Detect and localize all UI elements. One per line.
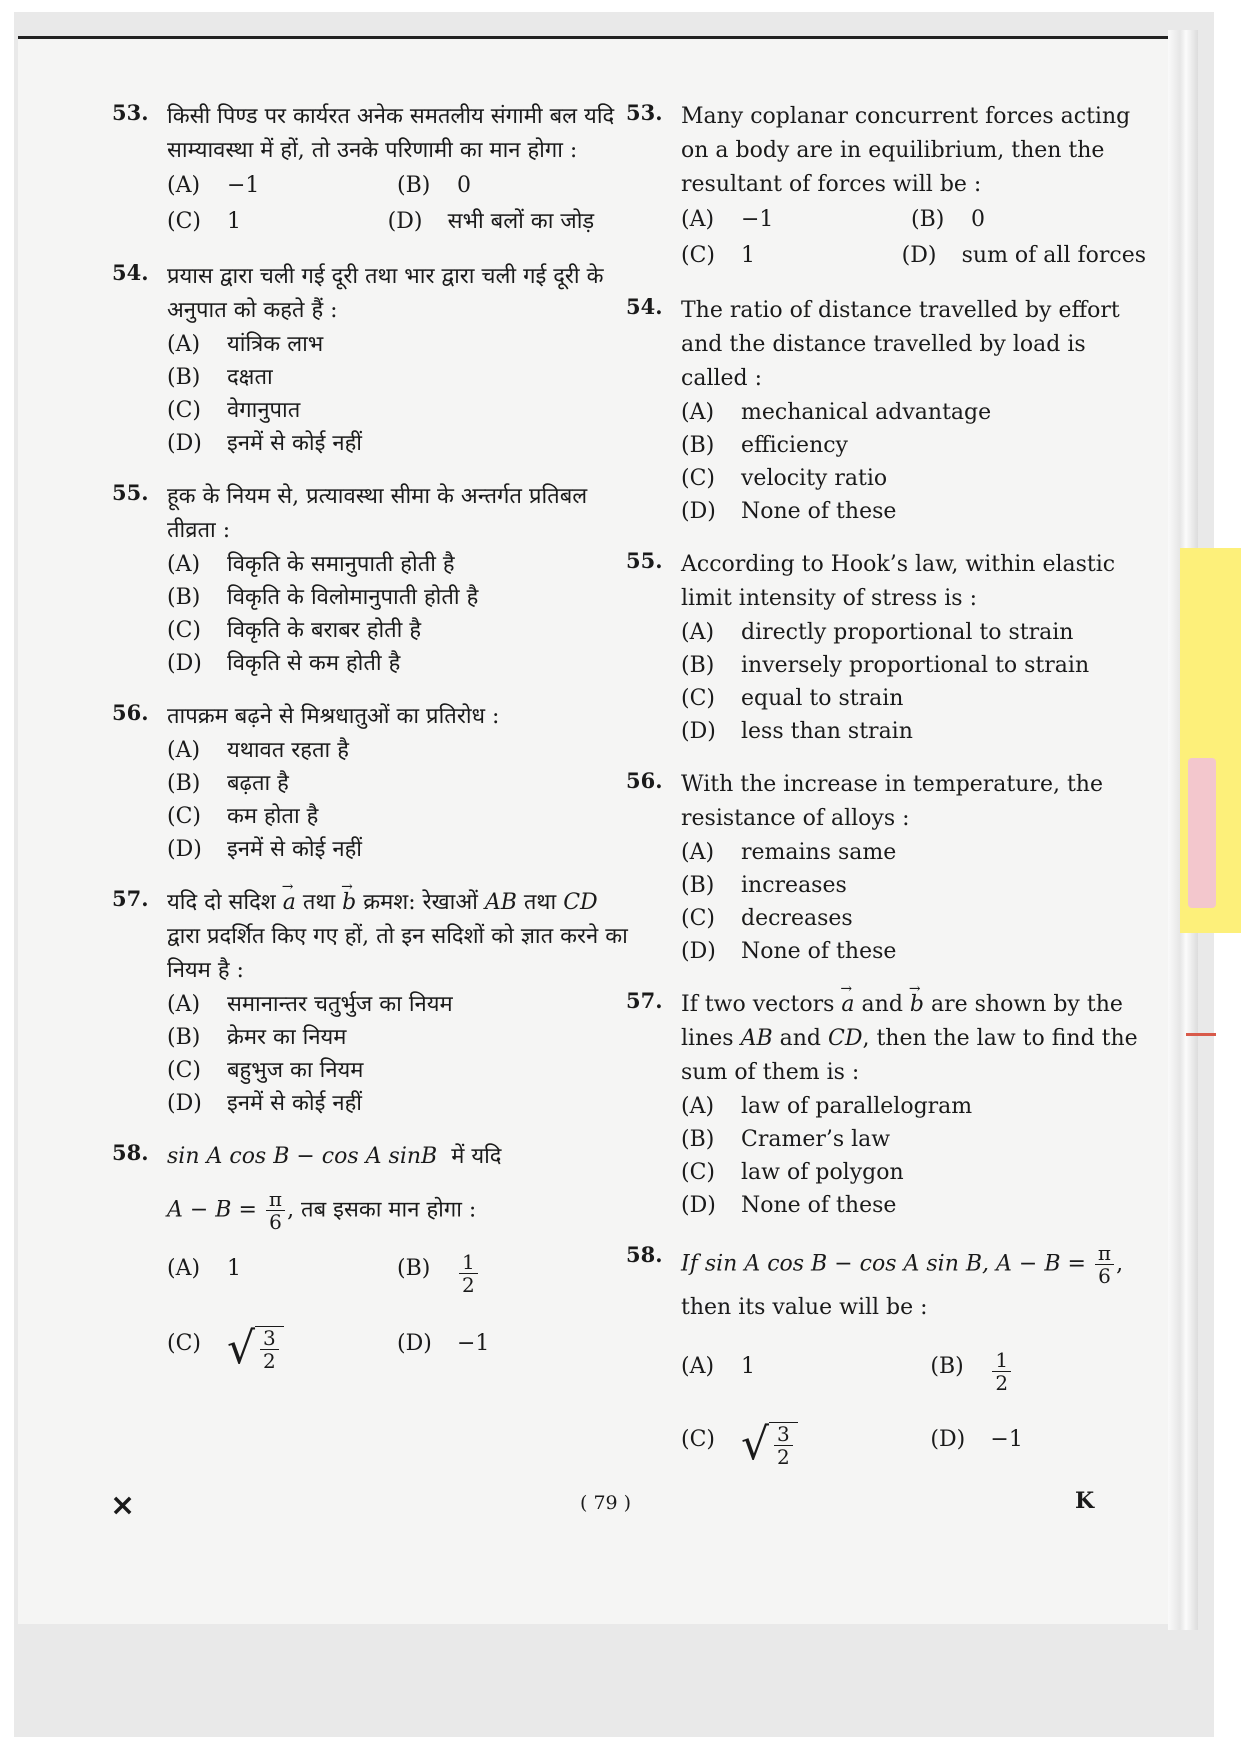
radicand — [769, 1422, 798, 1468]
question-stem: किसी पिण्ड पर कार्यरत अनेक समतलीय संगामी बल यदि साम्यावस्था में हों, तो उनके परिणामी का मान होगा : — [167, 104, 615, 163]
question-number: 56. — [112, 700, 149, 725]
option-label: (C) — [681, 1427, 715, 1452]
option-text: यथावत रहता है — [227, 738, 349, 763]
option-label: (C) — [681, 686, 715, 711]
option-a — [167, 548, 637, 581]
line-cd: CD — [828, 1026, 863, 1051]
denominator: 2 — [263, 1349, 276, 1373]
option-label: (A) — [681, 207, 715, 232]
formula: A − B = — [996, 1251, 1086, 1277]
english-question-56 — [626, 768, 1151, 968]
question-stem: प्रयास द्वारा चली गई दूरी तथा भार द्वारा चली गई दूरी के अनुपात को कहते हैं : — [167, 264, 604, 323]
option-c — [681, 238, 902, 274]
question-stem — [167, 886, 637, 988]
option-c — [167, 204, 388, 240]
pink-sticky-tab — [1188, 758, 1216, 908]
option-label: (C) — [167, 209, 201, 234]
option-label: (C) — [167, 398, 201, 423]
option-text: विकृति के विलोमानुपाती होती है — [227, 585, 479, 610]
option-c — [167, 394, 637, 427]
option-text: विकृति से कम होती है — [227, 651, 401, 676]
option-label: (B) — [167, 1025, 201, 1050]
option-d — [167, 427, 637, 460]
option-c — [167, 1054, 637, 1087]
stem-text: then its value will be : — [681, 1295, 928, 1320]
option-b — [167, 581, 637, 614]
option-label: (C) — [167, 1331, 201, 1356]
question-stem: With the increase in temperature, the resistance of alloys : — [681, 772, 1103, 831]
formula: A − B = — [167, 1197, 257, 1223]
option-label: (A) — [167, 992, 201, 1017]
english-question-58 — [626, 1242, 1151, 1468]
question-number: 58. — [112, 1140, 149, 1165]
booklet-code: K — [1075, 1488, 1095, 1514]
option-text: law of polygon — [741, 1160, 904, 1185]
option-label: (A) — [681, 840, 715, 865]
numerator: 1 — [992, 1349, 1011, 1372]
option-text: law of parallelogram — [741, 1094, 973, 1119]
option-c — [681, 902, 1151, 935]
option-d — [167, 833, 637, 866]
option-label: (B) — [681, 653, 715, 678]
option-label: (D) — [681, 499, 716, 524]
option-a — [167, 988, 637, 1021]
option-b — [167, 1021, 637, 1054]
option-label: (C) — [167, 1058, 201, 1083]
radicand — [255, 1326, 284, 1372]
page-number: ( 79 ) — [580, 1492, 632, 1514]
question-stem: तापक्रम बढ़ने से मिश्रधातुओं का प्रतिरोध : — [167, 704, 500, 729]
option-d — [167, 647, 637, 680]
option-a — [681, 616, 1151, 649]
option-label: (A) — [167, 738, 201, 763]
cross-mark: × — [110, 1488, 136, 1523]
sqrt-3-over-2 — [741, 1419, 798, 1470]
option-row — [681, 238, 1151, 274]
formula: If sin A cos B − cos A sin B, — [681, 1251, 990, 1277]
denominator: 2 — [462, 1273, 475, 1297]
option-a — [681, 202, 911, 238]
fraction-pi-over-6 — [266, 1188, 285, 1233]
option-text: mechanical advantage — [741, 400, 992, 425]
option-text: directly proportional to strain — [741, 620, 1074, 645]
option-text: सभी बलों का जोड़ — [447, 209, 595, 234]
line-ab: AB — [484, 890, 517, 915]
line-ab: AB — [740, 1026, 773, 1051]
option-b — [681, 1123, 1151, 1156]
option-text: दक्षता — [227, 365, 273, 390]
option-text: विकृति के समानुपाती होती है — [227, 552, 455, 577]
question-stem — [681, 988, 1151, 1090]
option-text: velocity ratio — [741, 466, 888, 491]
option-b — [397, 168, 627, 204]
option-text: −1 — [990, 1427, 1023, 1452]
option-text: 1 — [741, 243, 755, 268]
option-b — [911, 202, 1141, 238]
option-text: None of these — [741, 939, 897, 964]
option-label: (B) — [681, 1127, 715, 1152]
denominator: 2 — [777, 1445, 790, 1469]
option-text: कम होता है — [227, 804, 319, 829]
option-a — [167, 734, 637, 767]
option-text: इनमें से कोई नहीं — [227, 837, 363, 862]
option-b — [167, 361, 637, 394]
numerator: 3 — [774, 1423, 793, 1446]
stem-text: If two vectors — [681, 992, 835, 1017]
option-label: (D) — [397, 1331, 432, 1356]
option-c — [167, 614, 637, 647]
option-text: 1 — [741, 1354, 755, 1379]
fraction-1-over-2 — [459, 1251, 478, 1296]
option-row — [681, 202, 1151, 238]
hindi-question-54 — [112, 260, 637, 460]
fraction-3-over-2 — [260, 1327, 279, 1372]
option-d — [167, 1087, 637, 1120]
option-d — [681, 495, 1151, 528]
option-d — [930, 1422, 1151, 1468]
option-c — [681, 682, 1151, 715]
option-label: (A) — [167, 552, 201, 577]
stem-text: तथा — [523, 890, 557, 915]
denominator: 6 — [1098, 1264, 1111, 1288]
option-b — [397, 1251, 627, 1296]
option-label: (D) — [901, 243, 937, 268]
option-label: (B) — [397, 173, 431, 198]
option-label: (D) — [387, 209, 423, 234]
question-stem: हूक के नियम से, प्रत्यावस्था सीमा के अन्तर्गत प्रतिबल तीव्रता : — [167, 484, 588, 543]
stem-text: तथा — [302, 890, 336, 915]
option-label: (A) — [681, 620, 715, 645]
stem-text: and — [779, 1026, 821, 1051]
stem-text: and — [861, 992, 903, 1017]
stem-text: are shown by the lines — [681, 992, 1123, 1051]
option-b — [681, 429, 1151, 462]
numerator: 1 — [459, 1251, 478, 1274]
option-label: (D) — [681, 939, 716, 964]
option-label: (A) — [167, 332, 201, 357]
option-label: (A) — [167, 1256, 201, 1281]
option-text: efficiency — [741, 433, 848, 458]
fraction-1-over-2 — [992, 1349, 1011, 1394]
option-text: 0 — [457, 173, 471, 198]
question-number: 53. — [626, 100, 663, 125]
question-number: 57. — [112, 886, 149, 911]
option-label: (B) — [911, 207, 945, 232]
option-label: (D) — [167, 837, 202, 862]
option-a — [167, 328, 637, 361]
question-stem: The ratio of distance travelled by effort and the distance travelled by load is called : — [681, 298, 1120, 391]
option-text: इनमें से कोई नहीं — [227, 431, 363, 456]
option-label: (B) — [681, 433, 715, 458]
option-text: less than strain — [741, 719, 913, 744]
question-stem — [681, 1242, 1151, 1325]
option-text: decreases — [741, 906, 853, 931]
vector-b: → b — [910, 988, 924, 1022]
option-text: −1 — [457, 1331, 490, 1356]
option-label: (D) — [167, 431, 202, 456]
radical-sign: √ — [741, 1419, 770, 1470]
numerator: π — [1095, 1242, 1114, 1265]
question-number: 56. — [626, 768, 663, 793]
english-question-55 — [626, 548, 1151, 748]
option-label: (C) — [167, 804, 201, 829]
hindi-column — [112, 100, 637, 1392]
option-text: inversely proportional to strain — [741, 653, 1090, 678]
stem-text: में यदि — [451, 1144, 502, 1169]
vector-a: → a — [841, 988, 854, 1022]
hindi-question-56 — [112, 700, 637, 866]
option-text: increases — [741, 873, 847, 898]
option-c — [681, 462, 1151, 495]
question-number: 57. — [626, 988, 663, 1013]
option-text: विकृति के बराबर होती है — [227, 618, 422, 643]
option-d — [388, 204, 637, 240]
option-row — [167, 1251, 637, 1296]
stem-text: क्रमश: रेखाओं — [363, 890, 478, 915]
option-a — [681, 396, 1151, 429]
option-d — [397, 1326, 627, 1372]
stem-text: , तब इसका मान होगा : — [287, 1197, 477, 1223]
option-b — [681, 649, 1151, 682]
option-b — [930, 1349, 1151, 1394]
vector-b: → b — [342, 886, 356, 920]
option-text: None of these — [741, 499, 897, 524]
option-text: None of these — [741, 1193, 897, 1218]
option-text: sum of all forces — [961, 243, 1147, 268]
option-text: वेगानुपात — [227, 398, 301, 423]
hindi-question-53 — [112, 100, 637, 240]
option-text: बहुभुज का नियम — [227, 1058, 364, 1083]
option-a — [167, 1251, 397, 1296]
question-stem: According to Hook’s law, within elastic limit intensity of stress is : — [681, 552, 1116, 611]
option-label: (A) — [681, 1094, 715, 1119]
option-text: −1 — [227, 173, 260, 198]
hindi-question-58 — [112, 1140, 637, 1372]
option-c — [167, 1323, 397, 1374]
option-text: क्रेमर का नियम — [227, 1025, 347, 1050]
option-text: −1 — [741, 207, 774, 232]
option-label: (C) — [681, 1160, 715, 1185]
stem-text: द्वारा प्रदर्शित किए गए हों, तो इन सदिशों को ज्ञात करने का नियम है : — [167, 924, 628, 983]
question-number: 54. — [112, 260, 149, 285]
formula: sin A cos B − cos A sinB — [167, 1144, 438, 1169]
english-question-57 — [626, 988, 1151, 1222]
option-row — [167, 168, 637, 204]
option-label: (D) — [930, 1427, 966, 1452]
fraction-3-over-2 — [774, 1423, 793, 1468]
option-b — [681, 869, 1151, 902]
option-row — [167, 1323, 637, 1374]
option-c — [681, 1156, 1151, 1189]
line-cd: CD — [563, 890, 598, 915]
question-number: 58. — [626, 1242, 663, 1267]
option-row — [167, 204, 637, 240]
option-text: बढ़ता है — [227, 771, 289, 796]
option-c — [167, 800, 637, 833]
stem-text: , — [1116, 1251, 1124, 1277]
option-a — [681, 836, 1151, 869]
option-a — [167, 168, 397, 204]
option-label: (B) — [167, 365, 201, 390]
option-label: (B) — [681, 873, 715, 898]
option-label: (B) — [397, 1256, 431, 1281]
hindi-question-57 — [112, 886, 637, 1120]
option-text: 0 — [971, 207, 985, 232]
sqrt-3-over-2 — [227, 1323, 284, 1374]
option-text: इनमें से कोई नहीं — [227, 1091, 363, 1116]
question-number: 55. — [112, 480, 149, 505]
option-d — [681, 1189, 1151, 1222]
option-row — [681, 1349, 1151, 1394]
stem-text: , then the law to find the sum of them is : — [681, 1026, 1138, 1085]
option-a — [681, 1090, 1151, 1123]
stem-text: यदि दो सदिश — [167, 890, 276, 915]
option-text: remains same — [741, 840, 897, 865]
option-a — [681, 1349, 930, 1394]
option-d — [681, 715, 1151, 748]
option-label: (B) — [930, 1354, 964, 1379]
question-stem: Many coplanar concurrent forces acting on a body are in equilibrium, then the resultant of forces will be : — [681, 104, 1131, 197]
question-stem — [167, 1140, 637, 1233]
vector-a: → a — [283, 886, 296, 920]
option-label: (A) — [681, 1354, 715, 1379]
english-column — [626, 100, 1151, 1488]
option-label: (D) — [681, 719, 716, 744]
option-label: (C) — [681, 906, 715, 931]
option-label: (C) — [167, 618, 201, 643]
option-d — [681, 935, 1151, 968]
option-label: (C) — [681, 243, 715, 268]
radical-sign: √ — [227, 1323, 256, 1374]
english-question-53 — [626, 100, 1151, 274]
fraction-pi-over-6 — [1095, 1242, 1114, 1287]
option-text: 1 — [227, 1256, 241, 1281]
option-label: (D) — [681, 1193, 716, 1218]
option-d — [902, 238, 1151, 274]
option-c — [681, 1419, 930, 1470]
option-text: Cramer’s law — [741, 1127, 891, 1152]
option-label: (A) — [167, 173, 201, 198]
question-number: 53. — [112, 100, 149, 125]
option-b — [167, 767, 637, 800]
option-label: (D) — [167, 1091, 202, 1116]
option-text: 1 — [227, 209, 241, 234]
option-label: (C) — [681, 466, 715, 491]
option-label: (D) — [167, 651, 202, 676]
option-text: equal to strain — [741, 686, 904, 711]
option-row — [681, 1419, 1151, 1470]
option-label: (B) — [167, 585, 201, 610]
top-rule — [18, 36, 1168, 39]
english-question-54 — [626, 294, 1151, 528]
option-text: यांत्रिक लाभ — [227, 332, 324, 357]
numerator: 3 — [260, 1327, 279, 1350]
option-label: (A) — [681, 400, 715, 425]
denominator: 6 — [269, 1210, 282, 1234]
question-number: 55. — [626, 548, 663, 573]
hindi-question-55 — [112, 480, 637, 680]
red-tab-mark — [1186, 1033, 1216, 1036]
question-number: 54. — [626, 294, 663, 319]
denominator: 2 — [995, 1371, 1009, 1395]
numerator: π — [266, 1188, 285, 1211]
option-label: (B) — [167, 771, 201, 796]
option-text: समानान्तर चतुर्भुज का नियम — [227, 992, 453, 1017]
